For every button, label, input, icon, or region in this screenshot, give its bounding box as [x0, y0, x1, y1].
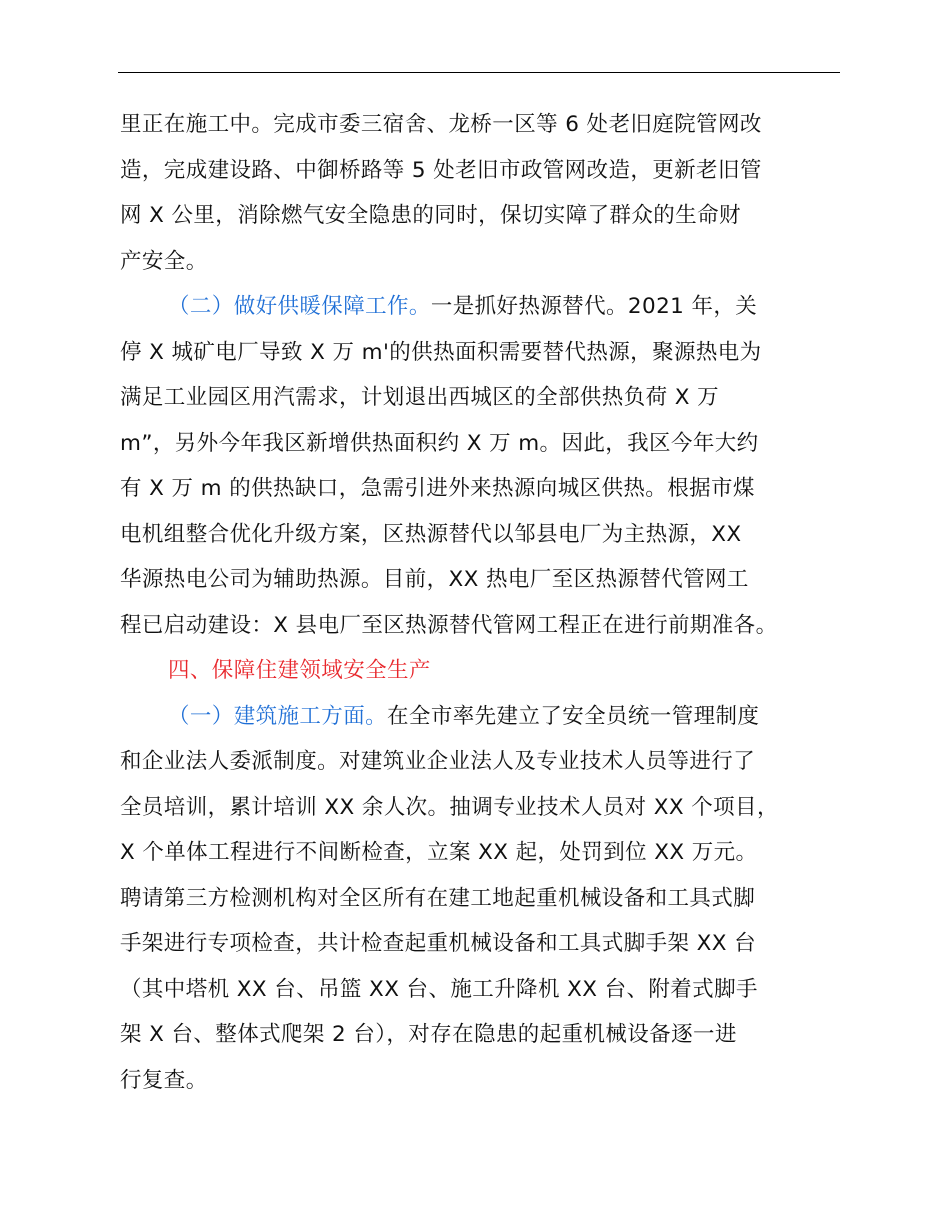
para3-line: 全员培训，累计培训 XX 余人次。抽调专业技术人员对 XX 个项目， — [120, 794, 779, 820]
para2-line: 电机组整合优化升级方案，区热源替代以邹县电厂为主热源，XX — [120, 521, 742, 547]
para3-first-rest: 在全市率先建立了安全员统一管理制度 — [387, 703, 760, 729]
para2-line: m”，另外今年我区新增供热面积约 X 万 m。因此，我区今年大约 — [120, 430, 759, 456]
para3-line: （其中塔机 XX 台、吊篮 XX 台、施工升降机 XX 台、附着式脚手 — [120, 976, 758, 1002]
para2-heading: （二）做好供暖保障工作。 — [168, 294, 431, 319]
para3-line: X 个单体工程进行不间断检查，立案 XX 起，处罚到位 XX 万元。 — [120, 840, 758, 865]
para3-line: 架 X 台、整体式爬架 2 台），对存在隐患的起重机械设备逐一进 — [120, 1022, 737, 1047]
para3-line: 手架进行专项检查，共计检查起重机械设备和工具式脚手架 XX 台 — [120, 931, 757, 956]
header-rule — [118, 72, 840, 73]
para2-line: 程已启动建设：X 县电厂至区热源替代管网工程正在进行前期准各。 — [120, 612, 778, 638]
para1-line: 里正在施工中。完成市委三宿舍、龙桥一区等 6 处老旧庭院管网改 — [120, 112, 762, 137]
para2-line: 满足工业园区用汽需求，计划退出西城区的全部供热负荷 X 万 — [120, 385, 719, 410]
para1-line: 产安全。 — [120, 248, 208, 274]
para3-line: 行复查。 — [120, 1067, 208, 1093]
para3-line: 和企业法人委派制度。对建筑业企业法人及专业技术人员等进行了 — [120, 749, 756, 774]
para3-first-line — [120, 694, 842, 740]
para2-first-line — [120, 284, 842, 330]
para2-line: 华源热电公司为辅助热源。目前，XX 热电厂至区热源替代管网工 — [120, 567, 749, 592]
para1-line: 网 X 公里，消除燃气安全隐患的同时，保切实障了群众的生命财 — [120, 203, 741, 228]
para3-line: 聘请第三方检测机构对全区所有在建工地起重机械设备和工具式脚 — [120, 885, 756, 911]
document-body — [120, 102, 842, 1103]
section4-title: 四、保障住建领域安全生产 — [168, 658, 431, 683]
para1-line: 造，完成建设路、中御桥路等 5 处老旧市政管网改造，更新老旧管 — [120, 157, 762, 183]
para2-line: 停 X 城矿电厂导致 X 万 m'的供热面积需要替代热源，聚源热电为 — [120, 339, 762, 365]
para2-first-rest: 一是抓好热源替代。2021 年，关 — [430, 294, 758, 319]
para3-heading: （一）建筑施工方面。 — [168, 703, 388, 729]
para2-line: 有 X 万 m 的供热缺口，急需引进外来热源向城区供热。根据市煤 — [120, 476, 755, 501]
